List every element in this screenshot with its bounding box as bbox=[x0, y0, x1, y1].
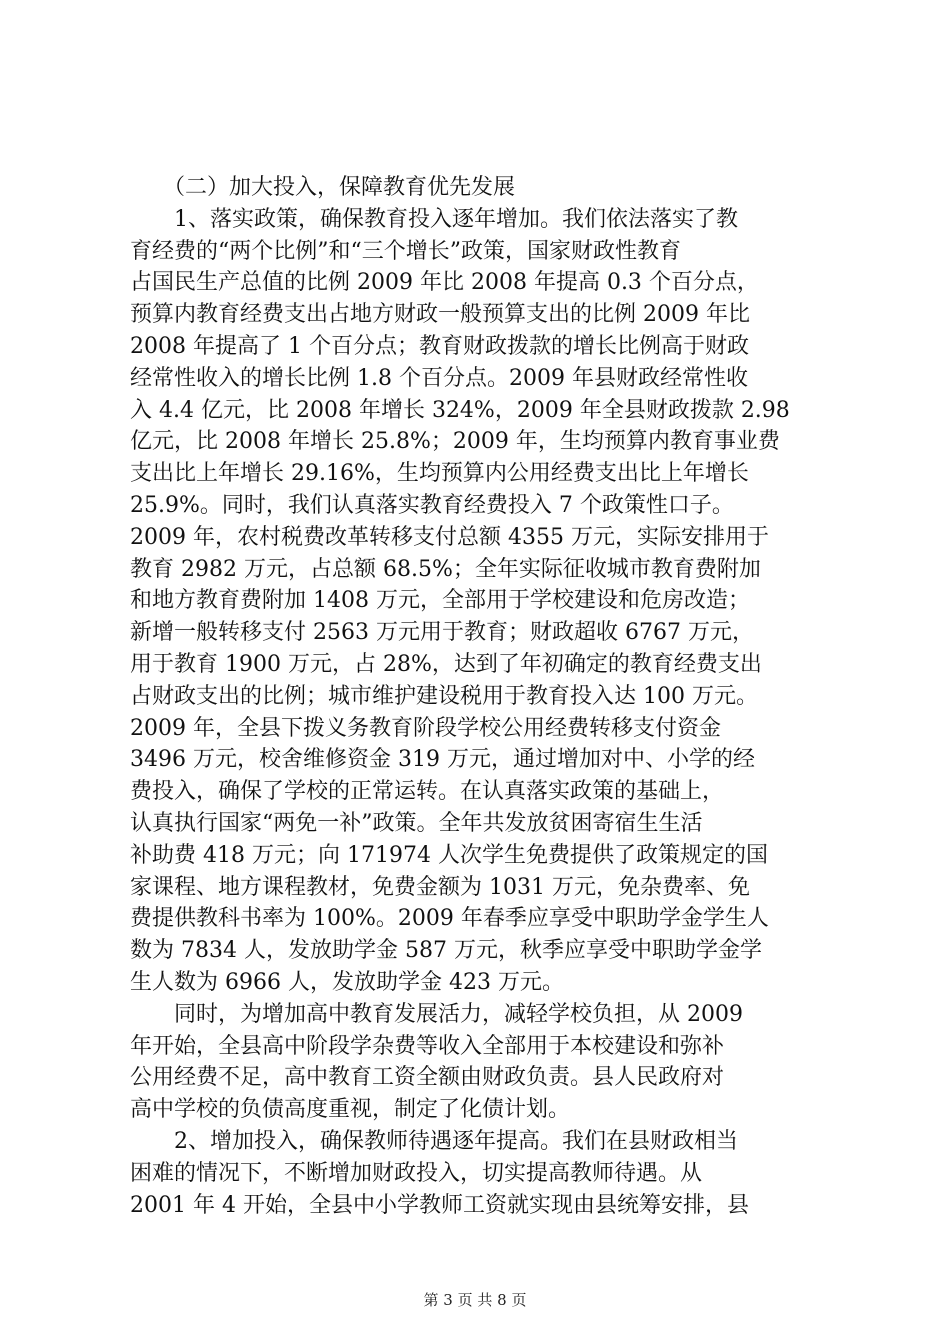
text-line: 2009 年，农村税费改革转移支付总额 4355 万元，实际安排用于 bbox=[130, 524, 769, 550]
text-line: 2008 年提高了 1 个百分点；教育财政拨款的增长比例高于财政 bbox=[130, 333, 749, 359]
text-line: 经常性收入的增长比例 1.8 个百分点。2009 年县财政经常性收 bbox=[130, 365, 748, 391]
text-line: 补助费 418 万元；向 171974 人次学生免费提供了政策规定的国 bbox=[130, 842, 768, 868]
text-line: 支出比上年增长 29.16%，生均预算内公用经费支出比上年增长 bbox=[130, 461, 749, 487]
text-line: 年开始，全县高中阶段学杂费等收入全部用于本校建设和弥补 bbox=[130, 1033, 725, 1059]
text-line: 1、落实政策，确保教育投入逐年增加。我们依法落实了教 bbox=[130, 206, 738, 232]
text-line: 困难的情况下，不断增加财政投入，切实提高教师待遇。从 bbox=[130, 1160, 703, 1186]
text-line: 预算内教育经费支出占地方财政一般预算支出的比例 2009 年比 bbox=[130, 302, 750, 328]
text-line: 2009 年，全县下拨义务教育阶段学校公用经费转移支付资金 bbox=[130, 715, 721, 741]
text-line: 费提供教科书率为 100%。2009 年春季应享受中职助学金学生人 bbox=[130, 906, 769, 932]
text-line: 家课程、地方课程教材，免费金额为 1031 万元，免杂费率、免 bbox=[130, 874, 750, 900]
text-line: 数为 7834 人，发放助学金 587 万元，秋季应享受中职助学金学 bbox=[130, 938, 762, 964]
text-line: 同时，为增加高中教育发展活力，减轻学校负担，从 2009 bbox=[130, 1001, 743, 1027]
document-body bbox=[130, 172, 842, 1221]
text-line: 用于教育 1900 万元，占 28%，达到了年初确定的教育经费支出 bbox=[130, 651, 762, 677]
text-line: 教育 2982 万元，占总额 68.5%；全年实际征收城市教育费附加 bbox=[130, 556, 761, 582]
text-line: （二）加大投入，保障教育优先发展 bbox=[130, 175, 516, 200]
text-line: 和地方教育费附加 1408 万元，全部用于学校建设和危房改造； bbox=[130, 588, 750, 614]
text-line: 费投入，确保了学校的正常运转。在认真落实政策的基础上， bbox=[130, 779, 725, 805]
text-line: 占财政支出的比例；城市维护建设税用于教育投入达 100 万元。 bbox=[130, 683, 758, 709]
text-line: 2001 年 4 开始，全县中小学教师工资就实现由县统筹安排，县 bbox=[130, 1192, 749, 1218]
text-line: 入 4.4 亿元，比 2008 年增长 324%，2009 年全县财政拨款 2.98 bbox=[130, 397, 790, 423]
text-line: 新增一般转移支付 2563 万元用于教育；财政超收 6767 万元， bbox=[130, 620, 754, 646]
text-line: 生人数为 6966 人，发放助学金 423 万元。 bbox=[130, 969, 564, 995]
text-line: 认真执行国家“两免一补”政策。全年共发放贫困寄宿生生活 bbox=[130, 810, 703, 836]
text-line: 占国民生产总值的比例 2009 年比 2008 年提高 0.3 个百分点， bbox=[130, 270, 759, 296]
text-line: 公用经费不足，高中教育工资全额由财政负责。县人民政府对 bbox=[130, 1065, 725, 1091]
text-line: 育经费的“两个比例”和“三个增长”政策，国家财政性教育 bbox=[130, 238, 681, 264]
text-line: 2、增加投入，确保教师待遇逐年提高。我们在县财政相当 bbox=[130, 1128, 738, 1154]
text-line: 25.9%。同时，我们认真落实教育经费投入 7 个政策性口子。 bbox=[130, 492, 734, 518]
text-line: 3496 万元，校舍维修资金 319 万元，通过增加对中、小学的经 bbox=[130, 747, 755, 773]
text-line: 亿元，比 2008 年增长 25.8%；2009 年，生均预算内教育事业费 bbox=[130, 429, 780, 455]
text-line: 高中学校的负债高度重视，制定了化债计划。 bbox=[130, 1097, 571, 1123]
page-footer: 第 3 页 共 8 页 bbox=[423, 1291, 527, 1309]
